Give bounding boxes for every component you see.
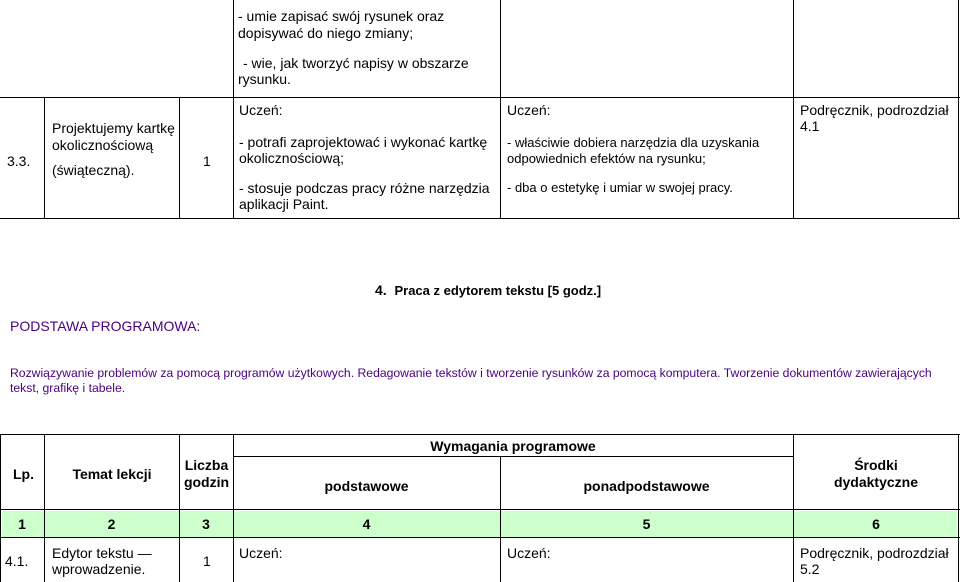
- basic-requirement-line: aplikacji Paint.: [239, 196, 329, 212]
- requirements-fragment-line: dopisywać do niego zmiany;: [238, 25, 414, 41]
- requirements-fragment-line: - umie zapisać swój rysunek oraz: [238, 8, 445, 24]
- resources-line: 5.2: [800, 561, 820, 577]
- basic-requirement-line: okolicznościową;: [239, 150, 345, 166]
- row-hours: 1: [203, 153, 211, 169]
- header-resources-line: dydaktyczne: [833, 474, 919, 490]
- program-basis-text: Rozwiązywanie problemów za pomocą programów użytkowych. Redagowanie tekstów i tworzenie rysunków za pomocą komputera. Tworzenie dokumentów zawierających: [10, 366, 932, 380]
- advanced-requirements-title: Uczeń:: [507, 102, 551, 118]
- header-hours: [179, 457, 234, 491]
- row-topic-line: wprowadzenie.: [52, 561, 146, 577]
- header-resources: [793, 457, 959, 491]
- advanced-requirements-title: Uczeń:: [507, 545, 551, 561]
- row-topic-line: okolicznościową: [52, 137, 154, 153]
- section-heading: [375, 282, 601, 298]
- column-number: 3: [202, 516, 210, 532]
- advanced-requirement-line: - właściwie dobiera narzędzia dla uzyskania: [507, 135, 760, 150]
- basic-requirement-line: - stosuje podczas pracy różne narzędzia: [239, 180, 490, 196]
- basic-requirement-line: - potrafi zaprojektować i wykonać kartkę: [239, 134, 488, 150]
- row-topic-line: (świąteczną).: [52, 162, 135, 178]
- header-advanced: ponadpodstawowe: [583, 478, 710, 494]
- section-number: 4.: [375, 282, 387, 298]
- requirements-fragment-line: rysunku.: [238, 71, 291, 87]
- program-basis-text: tekst, grafikę i tabele.: [10, 381, 126, 395]
- header-basic: podstawowe: [324, 478, 409, 494]
- advanced-requirement-line: odpowiednich efektów na rysunku;: [507, 151, 706, 166]
- column-number: 6: [872, 516, 880, 532]
- resources-line: Podręcznik, podrozdział: [800, 102, 949, 118]
- advanced-requirement-line: - dba o estetykę i umiar w swojej pracy.: [507, 180, 733, 195]
- requirements-fragment-line: - wie, jak tworzyć napisy w obszarze: [243, 55, 469, 71]
- section-title: Praca z edytorem tekstu [5 godz.]: [394, 283, 602, 298]
- row-lp: 4.1.: [5, 553, 29, 569]
- column-number: 4: [362, 516, 371, 532]
- basic-requirements-title: Uczeń:: [239, 545, 283, 561]
- row-hours: 1: [203, 553, 211, 569]
- header-lp: Lp.: [13, 466, 34, 482]
- resources-line: 4.1: [800, 118, 820, 134]
- program-basis-label: PODSTAWA PROGRAMOWA:: [10, 318, 201, 334]
- resources-line: Podręcznik, podrozdział: [800, 545, 949, 561]
- row-topic-line: Edytor tekstu —: [52, 545, 152, 561]
- row-topic-line: Projektujemy kartkę: [52, 120, 175, 136]
- column-number: 2: [107, 516, 116, 532]
- header-hours-line: Liczba: [184, 457, 229, 473]
- basic-requirements-title: Uczeń:: [239, 102, 283, 118]
- column-number: 1: [18, 516, 26, 532]
- header-resources-line: Środki: [854, 457, 898, 473]
- header-requirements: Wymagania programowe: [430, 438, 596, 454]
- header-topic: Temat lekcji: [72, 466, 152, 482]
- column-number: 5: [642, 516, 651, 532]
- row-lp: 3.3.: [7, 153, 31, 169]
- header-hours-line: godzin: [183, 474, 230, 490]
